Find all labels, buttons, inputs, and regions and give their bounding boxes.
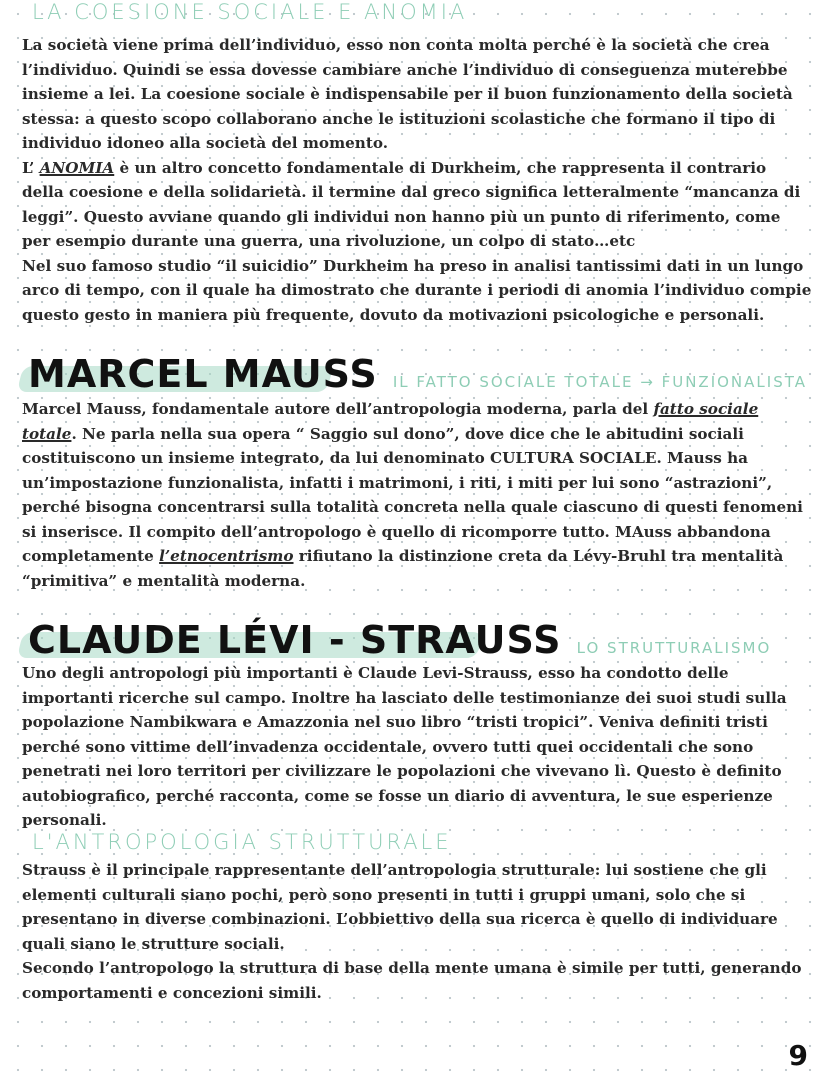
section-levi-strauss xyxy=(22,661,812,833)
paragraph-suicidio: Nel suo famoso studio “il suicidio” Durkheim ha preso in analisi tantissimi dati in un lungo arco di tempo, con il quale ha dimostrato che durante i periodi di anomia l’individuo compie questo gesto in maniera più frequente, dovuto da motivazioni psicologiche e personali. xyxy=(22,256,812,324)
heading-marcel-mauss: MARCEL MAUSS xyxy=(28,352,378,396)
heading-levi-strauss: CLAUDE LÉVI - STRAUSS xyxy=(28,618,562,662)
heading-levi-strauss-row xyxy=(28,618,771,662)
subheading-fatto-sociale: IL FATTO SOCIALE TOTALE → FUNZIONALISTA xyxy=(392,373,807,391)
term-etnocentrismo: l’etnocentrismo xyxy=(159,547,294,565)
paragraph-mente-umana: Secondo l’antropologo la struttura di base della mente umana è simile per tutti, generando comportamenti e concezioni simili. xyxy=(22,959,802,1002)
paragraph-mauss xyxy=(22,397,812,593)
term-fatto-sociale-totale: fatto sociale totale xyxy=(22,400,759,443)
paragraph-levi-strauss: Uno degli antropologi più importanti è Claude Levi-Strauss, esso ha condotto delle importanti ricerche sul campo. Inoltre ha lasciato delle testimonianze dei suoi studi sulla popolazione Nambikwara e Amazzonia nel suo libro “tristi tropici”. Veniva definiti tristi perché sono vittime dell’invadenza occidentale, ovvero tutti quei occidentali che sono penetrati nei loro territori per civilizzare le popolazioni che vivevano lì. Questo è definito autobiografico, perché racconta, come se fosse un diario di avventura, le sue esperienze personali. xyxy=(22,664,787,829)
paragraph-coesione: La società viene prima dell’individuo, esso non conta molta perché è la società che crea l’individuo. Quindi se essa dovesse cambiare anche l’individuo di conseguenza muterebbe insieme a lei. La coesione sociale è indispensabile per il buon funzionamento della società stessa: a questo scopo collaborano anche le istituzioni scolastiche che formano il tipo di individuo idoneo alla società del momento. xyxy=(22,36,793,152)
paragraph-anomia xyxy=(22,156,812,254)
heading-marcel-mauss-row xyxy=(28,352,807,396)
anomia-text: è un altro concetto fondamentale di Durkheim, che rappresenta il contrario della coesione e della solidarietà. il termine dal greco significa letteralmente “mancanza di leggi”. Questo avviane quando gli individui non hanno più un punto di riferimento, come per esempio durante una guerra, una rivoluzione, un colpo di stato…etc xyxy=(22,158,801,250)
heading-antropologia-strutturale: L'ANTROPOLOGIA STRUTTURALE xyxy=(32,830,452,854)
mauss-text-b: . Ne parla nella sua opera “ Saggio sul dono”, dove dice che le abitudini sociali costituiscono un insieme integrato, da lui denominato CULTURA SOCIALE. Mauss ha un’impostazione funzionalista, infatti i matrimoni, i riti, i miti per lui sono “astrazioni”, perché bisogna concentrarsi sulla totalità concreta nella quale ciascuno di questi fenomeni si inserisce. Il compito dell’antropologo è quello di ricomporre tutto. MAuss abbandona completamente xyxy=(22,424,803,565)
term-anomia: ANOMIA xyxy=(39,158,115,177)
anomia-prefix: L’ xyxy=(22,158,40,177)
subheading-strutturalismo: LO STRUTTURALISMO xyxy=(576,639,772,657)
section-antropologia-strutturale xyxy=(22,858,812,1005)
paragraph-strutturale: Strauss è il principale rappresentante dell’antropologia strutturale: lui sostiene che gli elementi culturali siano pochi, però sono presenti in tutti i gruppi umani, solo che si presentano in diverse combinazioni. L’obbiettivo della sua ricerca è quello di individuare quali siano le strutture sociali. xyxy=(22,861,778,953)
page-number: 9 xyxy=(788,1039,808,1072)
section-coesione-sociale xyxy=(22,33,812,327)
section-marcel-mauss xyxy=(22,397,812,593)
mauss-text-c: rifiutano la distinzione creta da Lévy-Bruhl tra mentalità “primitiva” e mentalità moderna. xyxy=(22,547,784,590)
heading-coesione-sociale: LA COESIONE SOCIALE E ANOMIA xyxy=(32,0,468,24)
mauss-text-a: Marcel Mauss, fondamentale autore dell’antropologia moderna, parla del xyxy=(22,400,654,418)
